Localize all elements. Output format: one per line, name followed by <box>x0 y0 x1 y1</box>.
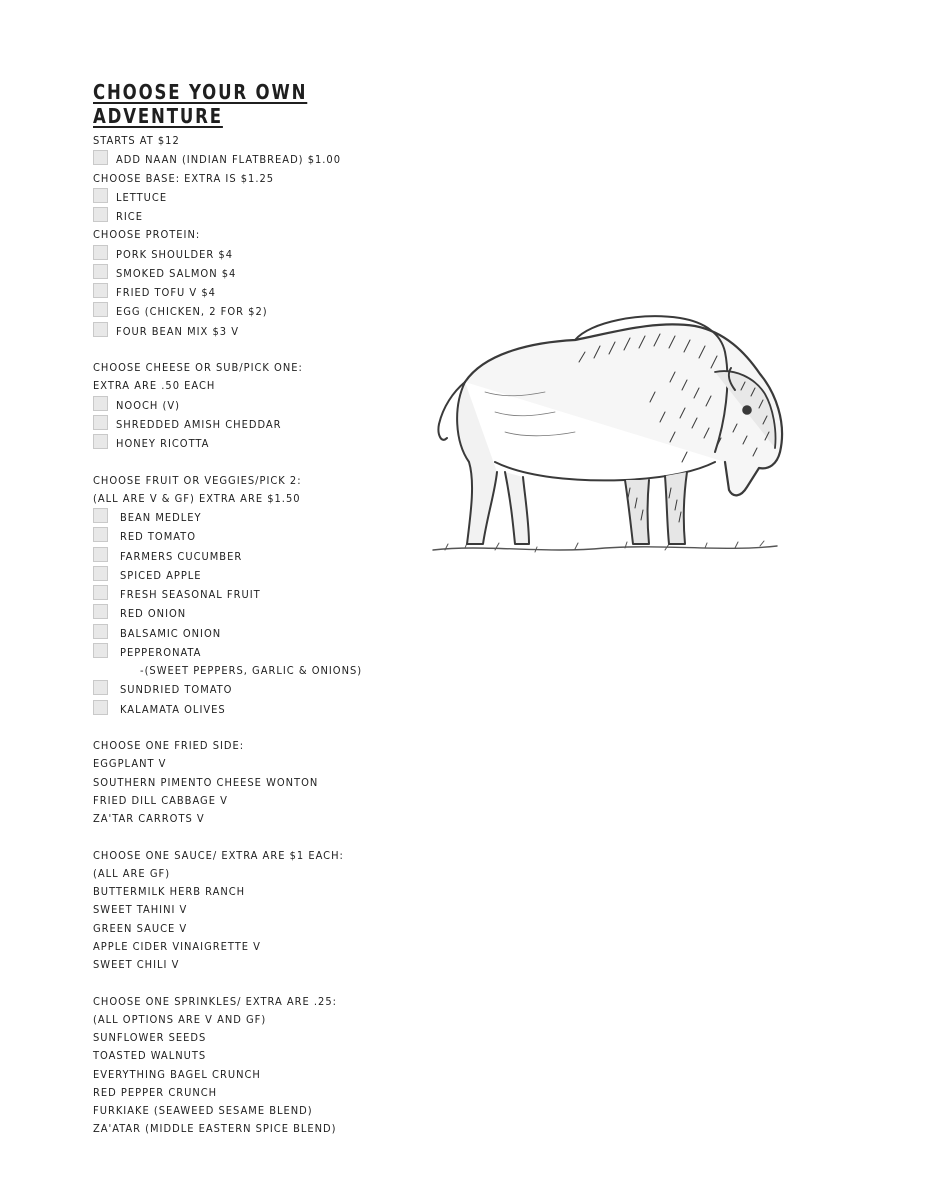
sprinkles-option: RED PEPPER CRUNCH <box>93 1085 218 1099</box>
protein-option-bean[interactable] <box>93 322 423 341</box>
protein-option-tofu[interactable] <box>93 283 423 302</box>
fried-option: EGGPLANT V <box>93 757 167 771</box>
option-label: SMOKED SALMON $4 <box>116 266 237 280</box>
fried-option: FRIED DILL CABBAGE V <box>93 793 228 807</box>
protein-option-pork[interactable] <box>93 245 423 264</box>
sauce-heading: CHOOSE ONE SAUCE/ EXTRA ARE $1 EACH: <box>93 848 344 862</box>
sauce-option: APPLE CIDER VINAIGRETTE V <box>93 939 261 953</box>
option-label: SHREDDED AMISH CHEDDAR <box>116 417 282 431</box>
option-label: BALSAMIC ONION <box>120 626 222 640</box>
option-label: HONEY RICOTTA <box>116 437 210 450</box>
sprinkles-option: ZA'ATAR (MIDDLE EASTERN SPICE BLEND) <box>93 1122 337 1136</box>
option-label: NOOCH (V) <box>116 398 180 412</box>
veggie-option-pepperonata[interactable] <box>93 643 423 662</box>
sprinkles-heading: CHOOSE ONE SPRINKLES/ EXTRA ARE .25: <box>93 994 337 1008</box>
sprinkles-option: TOASTED WALNUTS <box>93 1049 207 1063</box>
option-label: SPICED APPLE <box>120 568 202 582</box>
option-label: RICE <box>116 210 143 223</box>
sauce-option: GREEN SAUCE V <box>93 921 188 935</box>
protein-option-salmon[interactable] <box>93 264 423 283</box>
section-spacer <box>93 453 423 471</box>
section-spacer <box>93 341 423 359</box>
option-label: PORK SHOULDER $4 <box>116 247 234 261</box>
checkbox-icon[interactable] <box>93 434 108 449</box>
checkbox-icon[interactable] <box>93 680 108 695</box>
checkbox-icon[interactable] <box>93 643 108 658</box>
checkbox-icon[interactable] <box>93 566 108 581</box>
base-option-lettuce[interactable] <box>93 188 423 207</box>
veggie-option-apple[interactable] <box>93 566 423 585</box>
option-label: KALAMATA OLIVES <box>120 702 226 716</box>
menu-title: CHOOSE YOUR OWN ADVENTURE <box>93 80 308 128</box>
veggie-option-cucumber[interactable] <box>93 547 423 566</box>
veggies-note: (ALL ARE V & GF) EXTRA ARE $1.50 <box>93 491 301 505</box>
sauce-option: BUTTERMILK HERB RANCH <box>93 885 246 898</box>
veggie-option-red-onion[interactable] <box>93 604 423 623</box>
naan-label: ADD NAAN (INDIAN FLATBREAD) $1.00 <box>116 153 342 167</box>
bison-illustration-icon <box>425 312 785 562</box>
checkbox-icon[interactable] <box>93 264 108 279</box>
option-label: FRESH SEASONAL FRUIT <box>120 588 261 601</box>
fried-option: SOUTHERN PIMENTO CHEESE WONTON <box>93 775 319 789</box>
cheese-heading: CHOOSE CHEESE OR SUB/PICK ONE: <box>93 361 303 374</box>
price-line: STARTS AT $12 <box>93 134 180 147</box>
option-label: EGG (CHICKEN, 2 FOR $2) <box>116 305 268 319</box>
option-label: FARMERS CUCUMBER <box>120 549 243 563</box>
checkbox-icon[interactable] <box>93 322 108 337</box>
veggie-option-sundried-tomato[interactable] <box>93 680 423 699</box>
fried-option: ZA'TAR CARROTS V <box>93 812 205 825</box>
fried-heading: CHOOSE ONE FRIED SIDE: <box>93 739 245 752</box>
sprinkles-option: EVERYTHING BAGEL CRUNCH <box>93 1067 261 1081</box>
checkbox-icon[interactable] <box>93 283 108 298</box>
sauce-option: SWEET TAHINI V <box>93 903 188 917</box>
veggie-option-olives[interactable] <box>93 700 423 719</box>
sprinkles-option: FURKIAKE (SEAWEED SESAME BLEND) <box>93 1104 313 1117</box>
base-heading: CHOOSE BASE: EXTRA IS $1.25 <box>93 171 275 185</box>
base-option-rice[interactable] <box>93 207 423 226</box>
veggie-option-red-tomato[interactable] <box>93 527 423 546</box>
pepperonata-note: -(SWEET PEPPERS, GARLIC & ONIONS) <box>140 664 363 677</box>
sauce-option: SWEET CHILI V <box>93 958 180 971</box>
option-label: FRIED TOFU V $4 <box>116 286 216 299</box>
option-label: SUNDRIED TOMATO <box>120 683 233 697</box>
cheese-option-nooch[interactable] <box>93 396 423 415</box>
option-label: LETTUCE <box>116 190 168 204</box>
checkbox-icon[interactable] <box>93 527 108 542</box>
checkbox-icon[interactable] <box>93 508 108 523</box>
checkbox-icon[interactable] <box>93 150 108 165</box>
sprinkles-option: SUNFLOWER SEEDS <box>93 1031 207 1044</box>
option-label: FOUR BEAN MIX $3 V <box>116 324 239 338</box>
protein-heading: CHOOSE PROTEIN: <box>93 228 201 242</box>
cheese-note: EXTRA ARE .50 EACH <box>93 379 216 393</box>
veggies-heading: CHOOSE FRUIT OR VEGGIES/PICK 2: <box>93 473 302 487</box>
section-spacer <box>93 974 423 992</box>
option-label: PEPPERONATA <box>120 645 202 659</box>
cheese-option-ricotta[interactable] <box>93 434 423 453</box>
section-spacer <box>93 719 423 737</box>
checkbox-icon[interactable] <box>93 188 108 203</box>
protein-option-egg[interactable] <box>93 302 423 321</box>
menu-column <box>93 80 423 1139</box>
checkbox-icon[interactable] <box>93 585 108 600</box>
checkbox-icon[interactable] <box>93 547 108 562</box>
sprinkles-note: (ALL OPTIONS ARE V AND GF) <box>93 1012 267 1026</box>
veggie-option-fruit[interactable] <box>93 585 423 604</box>
checkbox-icon[interactable] <box>93 207 108 222</box>
checkbox-icon[interactable] <box>93 604 108 619</box>
checkbox-icon[interactable] <box>93 700 108 715</box>
option-label: BEAN MEDLEY <box>120 511 202 524</box>
veggie-option-bean-medley[interactable] <box>93 508 423 527</box>
cheese-option-cheddar[interactable] <box>93 415 423 434</box>
checkbox-icon[interactable] <box>93 415 108 430</box>
option-label: RED TOMATO <box>120 530 197 544</box>
checkbox-icon[interactable] <box>93 302 108 317</box>
checkbox-icon[interactable] <box>93 245 108 260</box>
checkbox-icon[interactable] <box>93 396 108 411</box>
checkbox-icon[interactable] <box>93 624 108 639</box>
option-label: RED ONION <box>120 607 187 621</box>
veggie-option-balsamic-onion[interactable] <box>93 624 423 643</box>
naan-option[interactable] <box>93 150 423 169</box>
sauce-note: (ALL ARE GF) <box>93 866 171 880</box>
section-spacer <box>93 828 423 846</box>
